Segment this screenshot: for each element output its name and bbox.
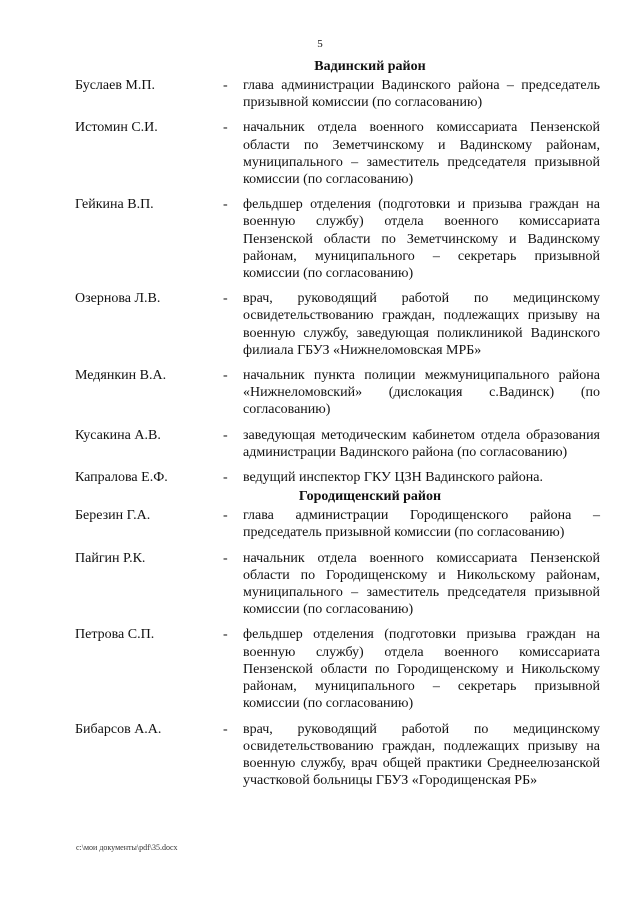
member-name: Медянкин В.А. [75, 368, 167, 384]
member-row [75, 626, 600, 712]
dash-separator: - [223, 508, 228, 524]
dash-separator: - [223, 291, 228, 307]
member-position: ведущий инспектор ГКУ ЦЗН Вадинского района. [243, 470, 543, 486]
member-position: глава администрации Городищенского района – председатель призывной комиссии (по согласованию) [243, 508, 600, 541]
dash-separator: - [223, 78, 228, 93]
member-position: начальник пункта полиции межмуниципального района «Нижнеломовский» (дислокация с.Вадинск) (по согласованию) [243, 368, 600, 418]
commission-list [75, 58, 600, 797]
member-row [75, 507, 600, 541]
page-number: 5 [317, 38, 323, 50]
dash-separator: - [223, 427, 228, 443]
member-position: начальник отдела военного комиссариата Пензенской области по Земетчинскому и Вадинскому районам, муниципального – заместитель председателя призывной комиссии (по согласованию) [243, 120, 600, 188]
dash-separator: - [223, 368, 228, 384]
member-position: заведующая методическим кабинетом отдела образования администрации Вадинского района (по согласованию) [243, 427, 600, 460]
member-position: фельдшер отделения (подготовки и призыва граждан на военную службу) отдела военного комиссариата Пензенской области по Земетчинскому и Вадинскому районам, муниципального – секретарь призывной комиссии (по согласованию) [243, 197, 600, 282]
dash-separator: - [223, 120, 228, 136]
member-name: Гейкина В.П. [75, 197, 154, 213]
dash-separator: - [223, 470, 228, 486]
member-name: Пайгин Р.К. [75, 550, 146, 566]
member-row [75, 196, 600, 282]
member-row [75, 721, 600, 790]
member-position: врач, руководящий работой по медицинскому освидетельствованию граждан, подлежащих призыву на военную службу, врач общей практики Среднеелюзанской участковой больницы ГБУЗ «Городищенская РБ» [243, 721, 600, 789]
member-position: глава администрации Вадинского района – председатель призывной комиссии (по согласованию) [243, 78, 600, 111]
member-row [75, 290, 600, 359]
dash-separator: - [223, 550, 228, 566]
member-row [75, 77, 600, 111]
member-position: врач, руководящий работой по медицинскому освидетельствованию граждан, подлежащих призыву на военную службу, заведующая поликлиникой Вадинского филиала ГБУЗ «Нижнеломовская МРБ» [243, 291, 600, 358]
section-title-vadinsky: Вадинский район [314, 59, 426, 74]
section-title-gorodishchensky: Городищенский район [298, 489, 442, 505]
member-row [75, 427, 600, 461]
member-name: Буслаев М.П. [75, 78, 155, 93]
member-row [75, 367, 600, 419]
member-name: Петрова С.П. [75, 627, 155, 643]
member-name: Озернова Л.В. [75, 291, 161, 307]
dash-separator: - [223, 627, 228, 643]
dash-separator: - [223, 197, 228, 213]
member-row [75, 469, 600, 486]
member-name: Истомин С.И. [75, 120, 158, 136]
file-path-footer: c:\мои документы\pdf\35.docx [76, 843, 178, 852]
member-name: Бибарсов А.А. [75, 721, 162, 737]
dash-separator: - [223, 721, 228, 737]
member-name: Капралова Е.Ф. [75, 470, 168, 486]
member-position: начальник отдела военного комиссариата Пензенской области по Городищенскому и Никольскому районам, муниципального – заместитель председателя призывной комиссии (по согласованию) [243, 550, 600, 618]
member-name: Кусакина А.В. [75, 427, 161, 443]
member-name: Березин Г.А. [75, 508, 151, 524]
member-row [75, 119, 600, 188]
member-position: фельдшер отделения (подготовки призыва граждан на военную службу) отдела военного комиссариата Пензенской области по Городищенскому и Никольскому районам, муниципального – секретарь призывной комиссии (по согласованию) [243, 627, 600, 712]
member-row [75, 550, 600, 619]
